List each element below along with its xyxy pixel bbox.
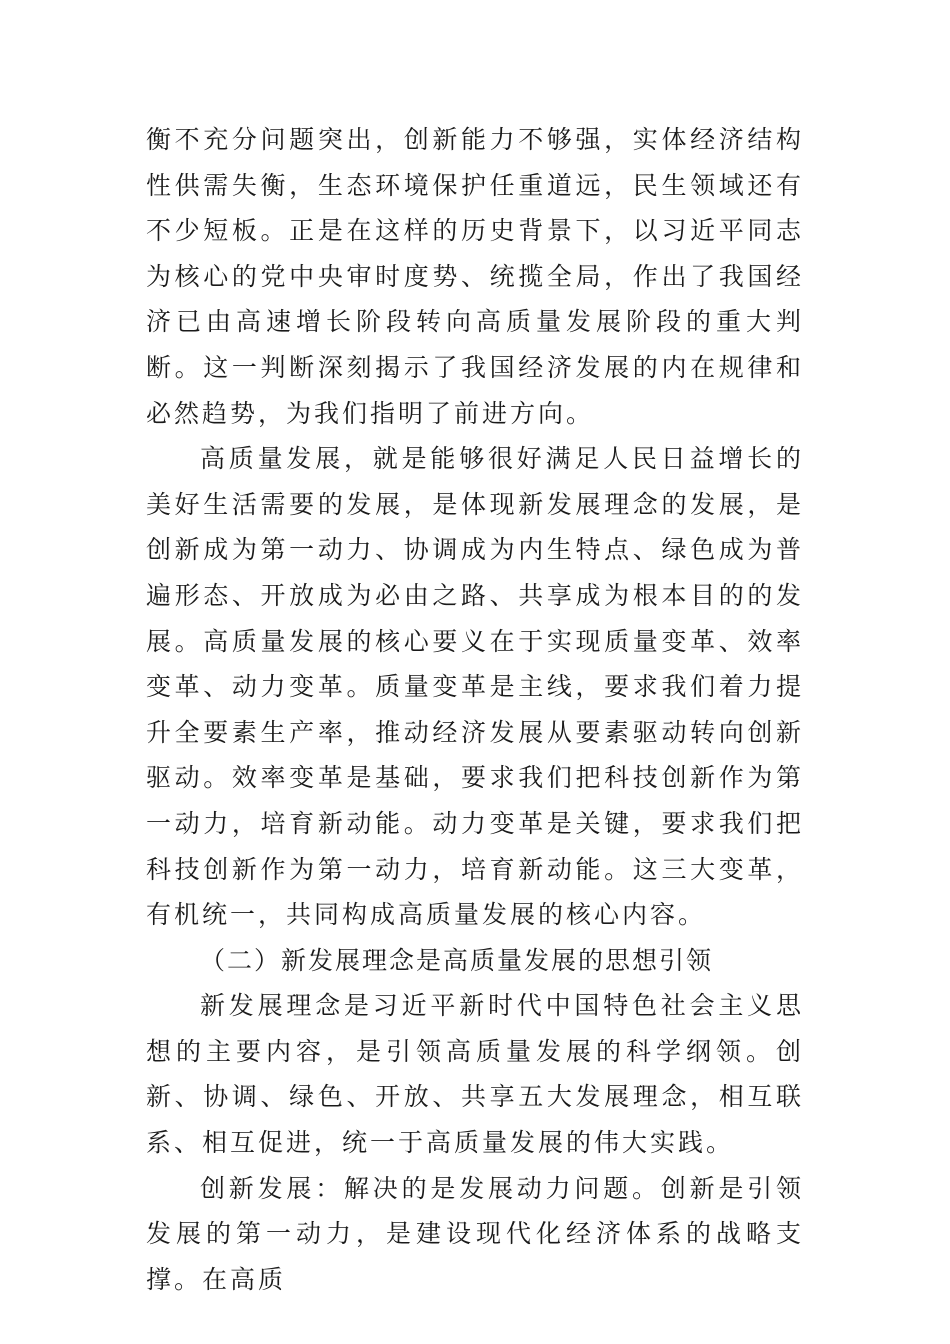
paragraph-innovation-development: 创新发展：解决的是发展动力问题。创新是引领发展的第一动力，是建设现代化经济体系的战略支撑。在高质 [146, 1173, 804, 1294]
section-heading: （二）新发展理念是高质量发展的思想引领 [200, 945, 714, 975]
paragraph-high-quality-development: 高质量发展，就是能够很好满足人民日益增长的美好生活需要的发展，是体现新发展理念的发展，是创新成为第一动力、协调成为内生特点、绿色成为普遍形态、开放成为必由之路、共享成为根本目的的发展。高质量发展的核心要义在于实现质量变革、效率变革、动力变革。质量变革是主线，要求我们着力提升全要素生产率，推动经济发展从要素驱动转向创新驱动。效率变革是基础，要求我们把科技创新作为第一动力，培育新动能。动力变革是关键，要求我们把科技创新作为第一动力，培育新动能。这三大变革，有机统一，共同构成高质量发展的核心内容。 [146, 444, 804, 930]
paragraph-new-development-philosophy: 新发展理念是习近平新时代中国特色社会主义思想的主要内容，是引领高质量发展的科学纲领。创新、协调、绿色、开放、共享五大发展理念，相互联系、相互促进，统一于高质量发展的伟大实践。 [146, 991, 804, 1158]
document-page [146, 117, 804, 1302]
paragraph-continuation: 衡不充分问题突出，创新能力不够强，实体经济结构性供需失衡，生态环境保护任重道远，民生领域还有不少短板。正是在这样的历史背景下，以习近平同志为核心的党中央审时度势、统揽全局，作出了我国经济已由高速增长阶段转向高质量发展阶段的重大判断。这一判断深刻揭示了我国经济发展的内在规律和必然趋势，为我们指明了前进方向。 [146, 125, 804, 428]
